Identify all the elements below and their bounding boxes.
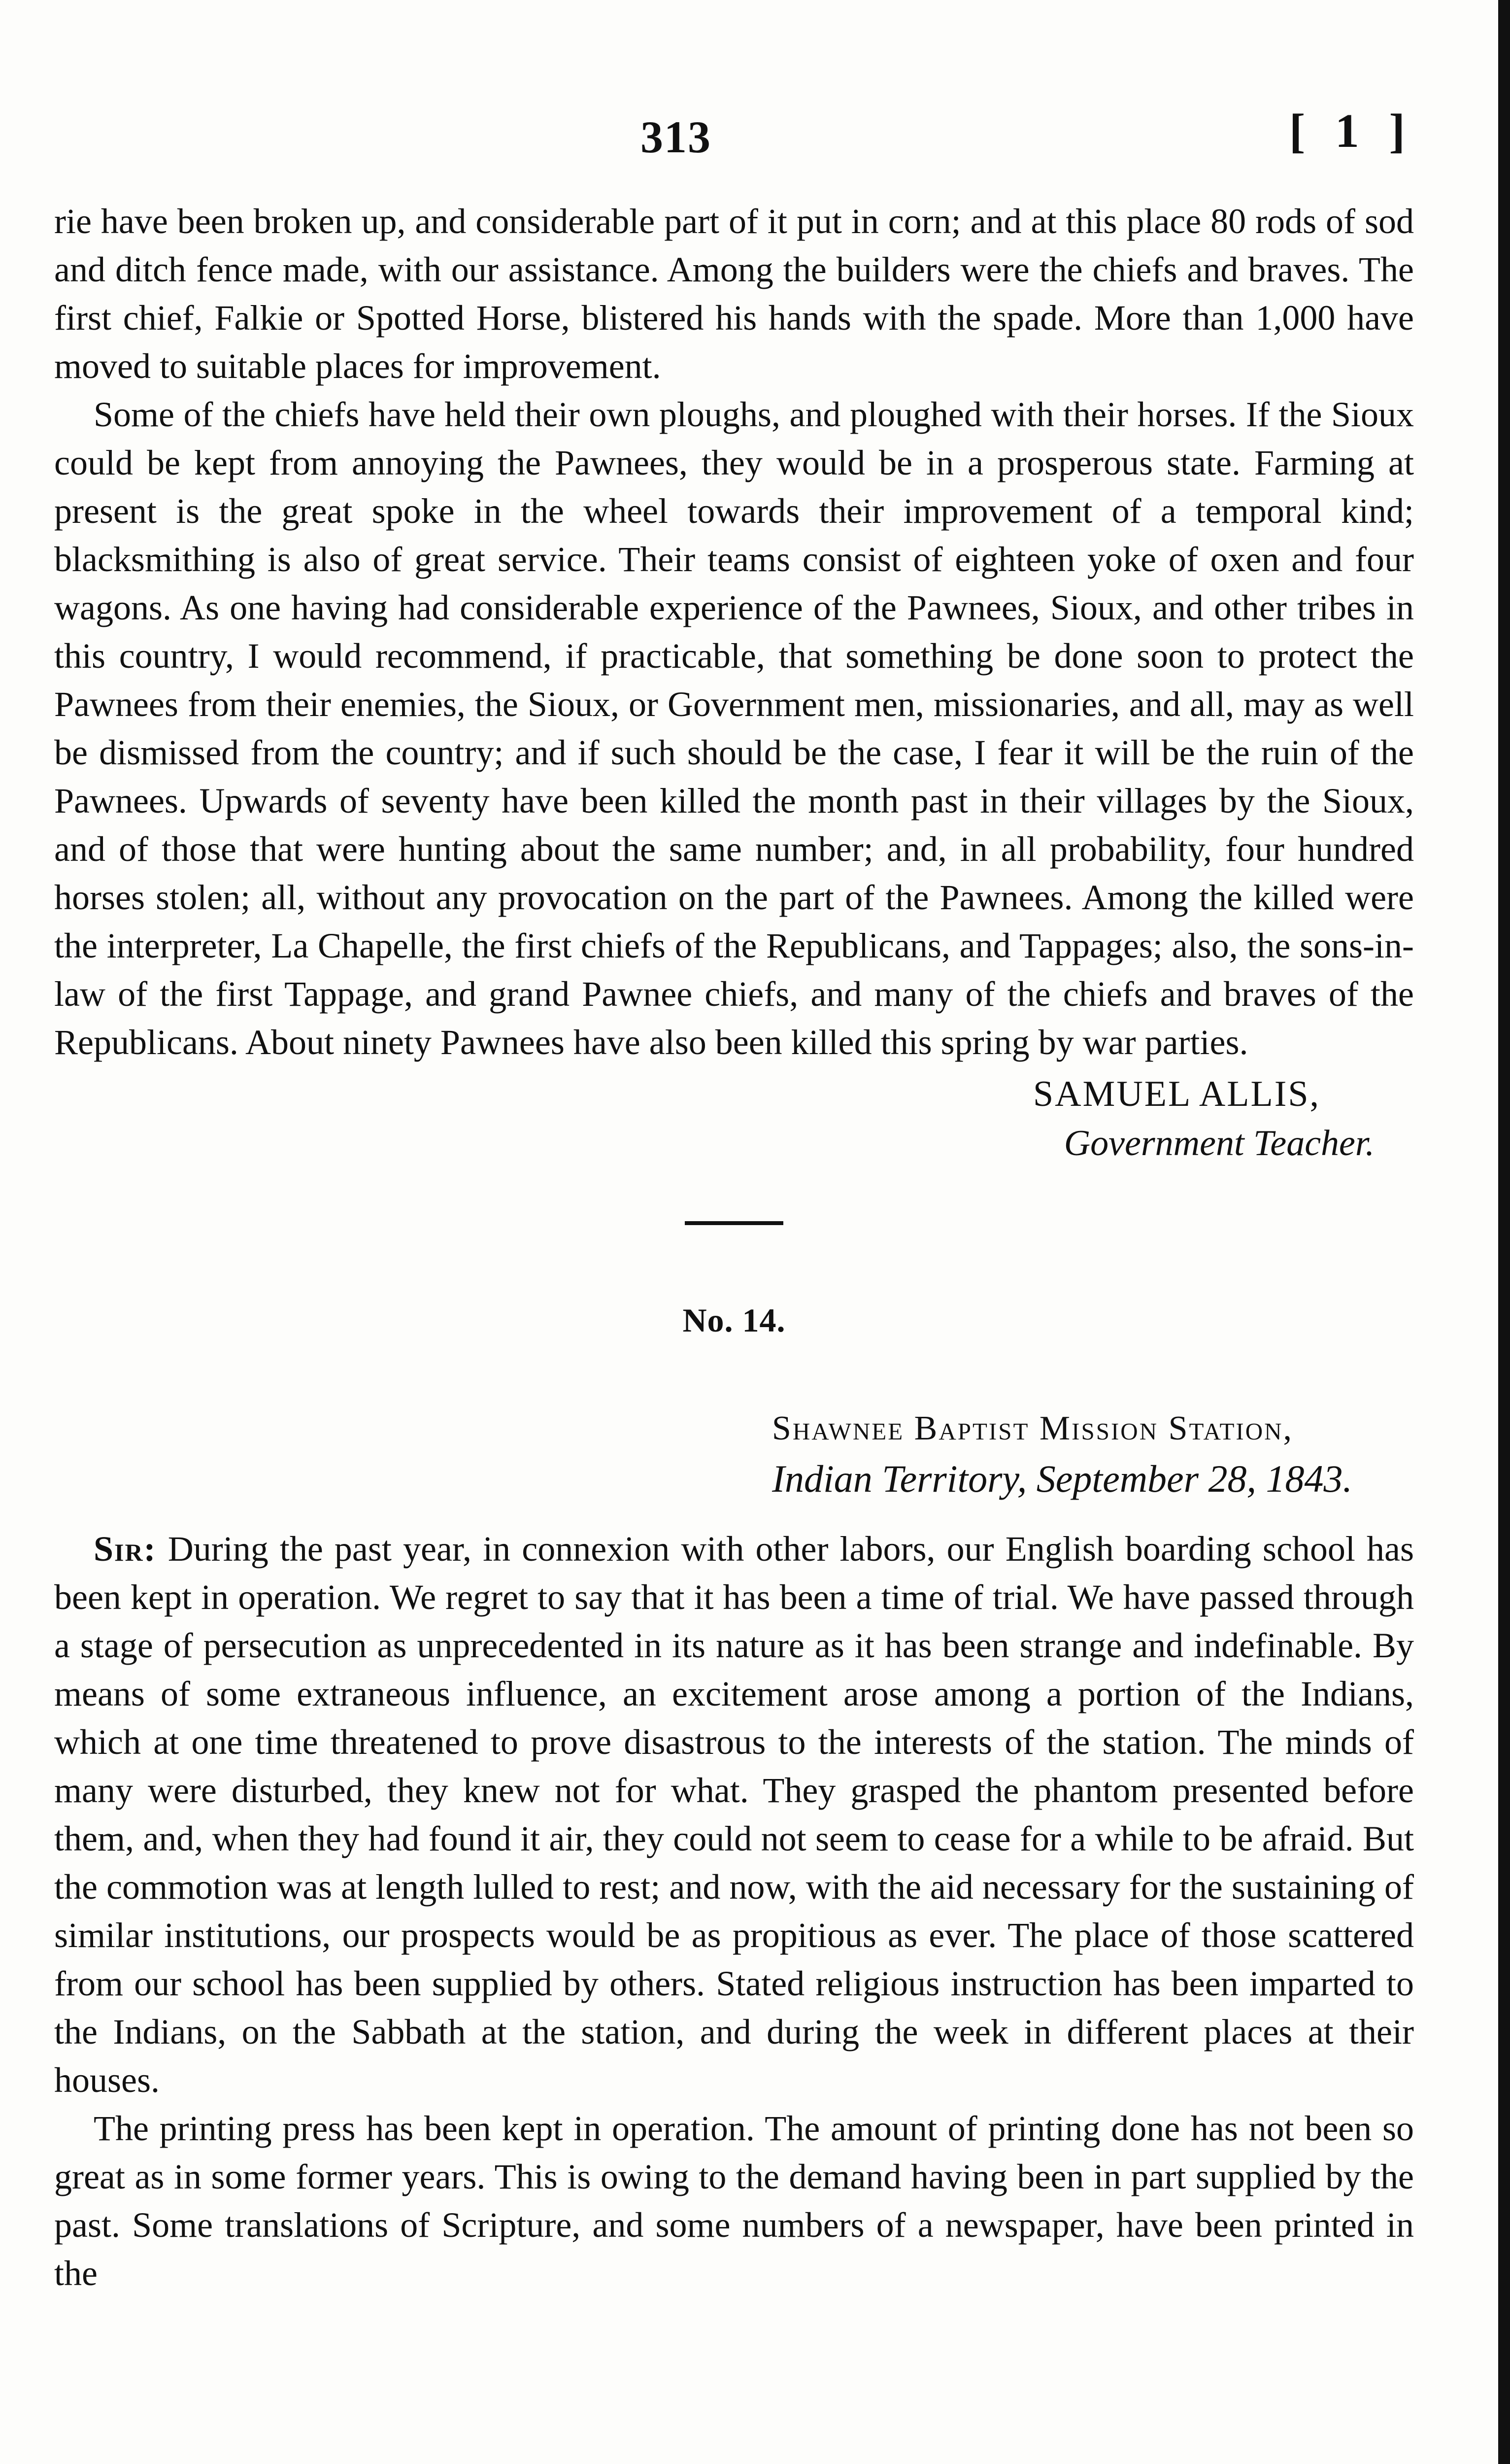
signature-title: Government Teacher.	[1064, 1123, 1375, 1164]
letter-heading	[54, 1403, 1414, 1504]
paragraph-continued: rie have been broken up, and considerable part of it put in corn; and at this place 80 rods of sod and ditch fence made, with our assistance. Among the builders were the chiefs and braves. The first chief, Falkie or Spotted Horse, blistered his hands with the spade. More than 1,000 have moved to suitable places for improvement.	[54, 202, 1414, 386]
letter-dateline: Indian Territory, September 28, 1843.	[772, 1457, 1352, 1500]
paragraph: Some of the chiefs have held their own ploughs, and ploughed with their horses. If the Sioux could be kept from annoying the Pawnees, they would be in a prosperous state. Farming at present is the great spoke in the wheel towards their improvement of a temporal kind; blacksmithing is also of great service. Their teams consist of eighteen yoke of oxen and four wagons. As one having had considerable experience of the Pawnees, Sioux, and other tribes in this country, I would recommend, if practicable, that something be done soon to protect the Pawnees from their enemies, the Sioux, or Government men, missionaries, and all, may as well be dismissed from the country; and if such should be the case, I fear it will be the ruin of the Pawnees. Upwards of seventy have been killed the month past in their villages by the Sioux, and of those that were hunting about the same number; and, in all probability, four hundred horses stolen; all, without any provocation on the part of the Pawnees. Among the killed were the interpreter, La Chapelle, the first chiefs of the Republicans, and Tappages; also, the sons-in-law of the first Tappage, and grand Pawnee chiefs, and many of the chiefs and braves of the Republicans. About ninety Pawnees have also been killed this spring by war parties.	[54, 395, 1414, 1062]
page-header	[54, 94, 1414, 168]
signature-block	[54, 1069, 1414, 1168]
document-reference: [ 1 ]	[1289, 104, 1414, 158]
section-divider	[685, 1221, 783, 1225]
paragraph: The printing press has been kept in operation. The amount of printing done has not been so great as in some former years. This is owing to the demand having been in part supplied by the past. Some translations of Scripture, and some numbers of a newspaper, have been printed in the	[54, 2109, 1414, 2293]
letter-body	[54, 1525, 1414, 2297]
signature-name: SAMUEL ALLIS,	[1033, 1074, 1320, 1114]
page-number: 313	[640, 112, 711, 162]
paragraph-text: During the past year, in connexion with other labors, our English boarding school has been kept in operation. We regret to say that it has been a time of trial. We have passed through a stage of persecution as unprecedented in its nature as it has been strange and indefinable. By means of some extraneous influence, an excitement arose among a portion of the Indians, which at one time threatened to prove disastrous to the interests of the station. The minds of many were disturbed, they knew not for what. They grasped the phantom presented before them, and, when they had found it air, they could not seem to cease for a while to be afraid. But the commotion was at length lulled to rest; and now, with the aid necessary for the sustaining of similar institutions, our prospects would be as propitious as ever. The place of those scattered from our school has been supplied by others. Stated religious instruction has been imparted to the Indians, on the Sabbath at the station, and during the week in different places at their houses.	[54, 1529, 1414, 2100]
mission-station: Shawnee Baptist Mission Station,	[772, 1409, 1293, 1447]
page-content	[54, 197, 1414, 2297]
document-number: No. 14.	[682, 1301, 786, 1339]
page-edge-border	[1498, 0, 1510, 2464]
paragraph	[54, 1525, 1414, 2104]
salutation: Sir:	[94, 1529, 157, 1569]
